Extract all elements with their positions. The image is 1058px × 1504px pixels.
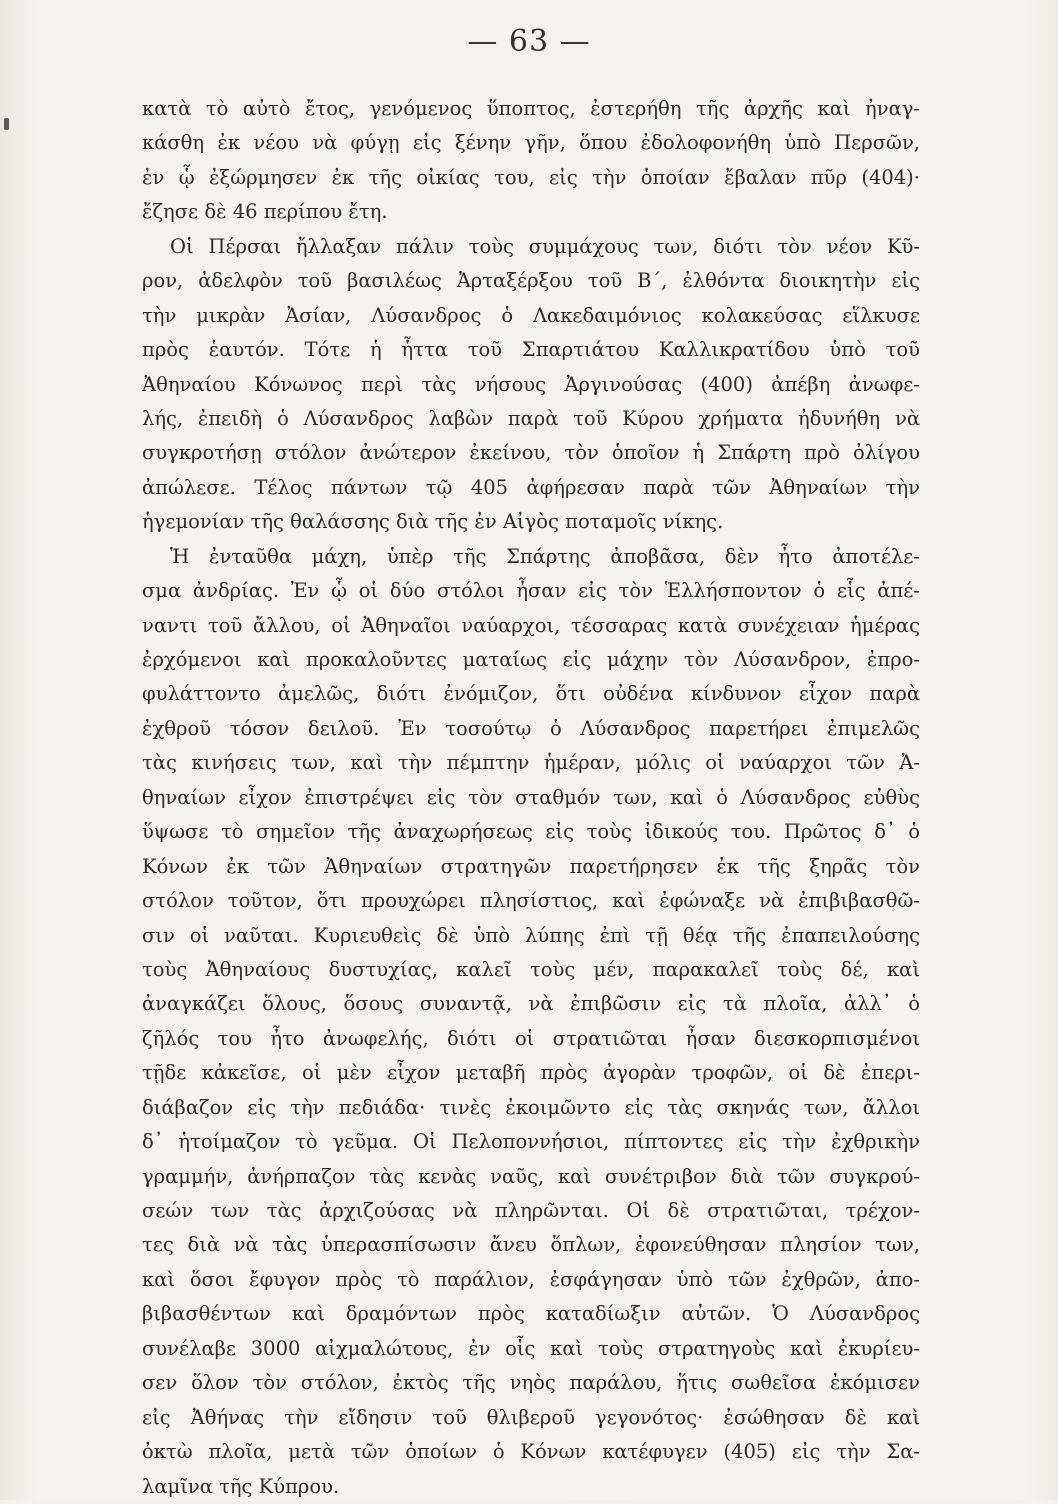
text-line: στόλον τοῦτον, ὅτι προυχώρει πλησίστιος, καὶ ἐφώναξε νὰ ἐπιβιβασθῶ- <box>142 889 920 913</box>
text-line: γραμμήν, ἀνήρπαζον τὰς κενὰς ναῦς, καὶ συνέτριβον διὰ τῶν συγκρού- <box>142 1164 920 1188</box>
text-line: ἡγεμονίαν τῆς θαλάσσης διὰ τῆς ἐν Αἰγὸς ποταμοῖς νίκης. <box>142 510 724 534</box>
body-text <box>142 92 920 1504</box>
binding-mark <box>4 118 9 130</box>
page-number: — 63 — <box>467 24 591 59</box>
text-line: σμα ἀνδρίας. Ἐν ᾧ οἱ δύο στόλοι ἦσαν εἰς τὸν Ἑλλήσποντον ὁ εἷς ἀπέ- <box>142 579 920 603</box>
text-line: τῇδε κἀκεῖσε, οἱ μὲν εἶχον μεταβῆ πρὸς ἀγορὰν τροφῶν, οἱ δὲ ἐπερι- <box>142 1061 920 1085</box>
text-line: συγκροτήσῃ στόλον ἀνώτερον ἐκείνου, τὸν ὁποῖον ἡ Σπάρτη πρὸ ὀλίγου <box>142 441 920 465</box>
text-line: Οἱ Πέρσαι ἤλλαξαν πάλιν τοὺς συμμάχους των, διότι τὸν νέον Κῦ- <box>170 234 920 258</box>
text-line: σεν ὅλον τὸν στόλον, ἐκτὸς τῆς νηὸς παράλου, ἥτις σωθεῖσα ἐκόμισεν <box>142 1371 920 1395</box>
text-line: συνέλαβε 3000 αἰχμαλώτους, ἐν οἷς καὶ τοὺς στρατηγοὺς καὶ ἐκυρίευ- <box>142 1336 920 1360</box>
text-line: καὶ ὅσοι ἔφυγον πρὸς τὸ παράλιον, ἐσφάγησαν ὑπὸ τῶν ἐχθρῶν, ἀπο- <box>142 1267 920 1291</box>
text-line: τὰς κινήσεις των, καὶ τὴν πέμπτην ἡμέραν, μόλις οἱ ναύαρχοι τῶν Ἀ- <box>142 751 920 775</box>
text-line: τες διὰ νὰ τὰς ὑπερασπίσωσιν ἄνευ ὅπλων, ἐφονεύθησαν πλησίον των, <box>142 1233 920 1257</box>
text-line: Κόνων ἐκ τῶν Ἀθηναίων στρατηγῶν παρετήρησεν ἐκ τῆς ξηρᾶς τὸν <box>142 854 920 878</box>
text-line: ἐν ᾧ ἐξώρμησεν ἐκ τῆς οἰκίας του, εἰς τὴν ὁποίαν ἔβαλαν πῦρ (404)· <box>142 165 920 189</box>
text-line: διάβαζον εἰς τὴν πεδιάδα· τινὲς ἐκοιμῶντο εἰς τὰς σκηνάς των, ἄλλοι <box>142 1095 920 1119</box>
text-line: πρὸς ἑαυτόν. Τότε ἡ ἧττα τοῦ Σπαρτιάτου Καλλικρατίδου ὑπὸ τοῦ <box>142 338 920 362</box>
text-line: εἰς Ἀθήνας τὴν εἴδησιν τοῦ θλιβεροῦ γεγονότος· ἐσώθησαν δὲ καὶ <box>142 1405 920 1429</box>
text-line: τοὺς Ἀθηναίους δυστυχίας, καλεῖ τοὺς μέν, παρακαλεῖ τοὺς δέ, καὶ <box>142 957 920 981</box>
text-line: ὀκτὼ πλοῖα, μετὰ τῶν ὁποίων ὁ Κόνων κατέφυγεν (405) εἰς τὴν Σα- <box>142 1440 920 1464</box>
text-line: σιν οἱ ναῦται. Κυριευθεὶς δὲ ὑπὸ λύπης ἐπὶ τῇ θέᾳ τῆς ἐπαπειλούσης <box>142 923 920 947</box>
text-line: ἐρχόμενοι καὶ προκαλοῦντες ματαίως εἰς μάχην τὸν Λύσανδρον, ἐπρο- <box>142 648 920 671</box>
text-line: βιβασθέντων καὶ δραμόντων πρὸς καταδίωξιν αὐτῶν. Ὁ Λύσανδρος <box>142 1302 920 1326</box>
text-line: σεών των τὰς ἀρχιζούσας νὰ πληρῶνται. Οἱ δὲ στρατιῶται, τρέχον- <box>142 1199 920 1222</box>
text-line: ρον, ἀδελφὸν τοῦ βασιλέως Ἀρταξέρξου τοῦ Β΄, ἐλθόντα διοικητὴν εἰς <box>142 269 920 293</box>
text-line: ἀναγκάζει ὅλους, ὅσους συναντᾷ, νὰ ἐπιβῶσιν εἰς τὰ πλοῖα, ἀλλ᾽ ὁ <box>142 992 920 1016</box>
text-line: κάσθη ἐκ νέου νὰ φύγῃ εἰς ξένην γῆν, ὅπου ἐδολοφονήθη ὑπὸ Περσῶν, <box>142 131 920 155</box>
text-line: θηναίων εἶχον ἐπιστρέψει εἰς τὸν σταθμόν των, καὶ ὁ Λύσανδρος εὐθὺς <box>142 785 920 809</box>
text-line: ἀπώλεσε. Τέλος πάντων τῷ 405 ἀφήρεσαν παρὰ τῶν Ἀθηναίων τὴν <box>142 475 920 499</box>
text-line: ὕψωσε τὸ σημεῖον τῆς ἀναχωρήσεως εἰς τοὺς ἰδικούς του. Πρῶτος δ᾽ ὁ <box>142 820 920 844</box>
text-line: ζῆλός του ἦτο ἀνωφελής, διότι οἱ στρατιῶται ἦσαν διεσκορπισμένοι <box>142 1026 920 1050</box>
text-line: κατὰ τὸ αὐτὸ ἔτος, γενόμενος ὕποπτος, ἐστερήθη τῆς ἀρχῆς καὶ ἠναγ- <box>142 97 920 120</box>
text-line: ἐχθροῦ τόσον δειλοῦ. Ἐν τοσούτῳ ὁ Λύσανδρος παρετήρει ἐπιμελῶς <box>142 716 920 740</box>
text-line: τὴν μικρὰν Ἀσίαν, Λύσανδρος ὁ Λακεδαιμόνιος κολακεύσας εἵλκυσε <box>142 303 920 327</box>
text-line: ναντι τοῦ ἄλλου, οἱ Ἀθηναῖοι ναύαρχοι, τέσσαρας κατὰ συνέχειαν ἡμέρας <box>142 613 920 637</box>
text-line: λαμῖνα τῆς Κύπρου. <box>142 1474 340 1498</box>
text-line: δ᾽ ἡτοίμαζον τὸ γεῦμα. Οἱ Πελοποννήσιοι, πίπτοντες εἰς τὴν ἐχθρικὴν <box>142 1130 920 1154</box>
text-line: Ἀθηναίου Κόνωνος περὶ τὰς νήσους Ἀργινούσας (400) ἀπέβη ἀνωφε- <box>142 372 920 396</box>
text-line: φυλάττοντο ἀμελῶς, διότι ἐνόμιζον, ὅτι οὐδένα κίνδυνον εἶχον παρὰ <box>142 682 920 706</box>
text-line: λής, ἐπειδὴ ὁ Λύσανδρος λαβὼν παρὰ τοῦ Κύρου χρήματα ἠδυνήθη νὰ <box>142 406 920 430</box>
text-line: Ἡ ἐνταῦθα μάχη, ὑπὲρ τῆς Σπάρτης ἀποβᾶσα, δὲν ἦτο ἀποτέλε- <box>170 544 920 568</box>
text-line: ἔζησε δὲ 46 περίπου ἔτη. <box>142 200 388 224</box>
